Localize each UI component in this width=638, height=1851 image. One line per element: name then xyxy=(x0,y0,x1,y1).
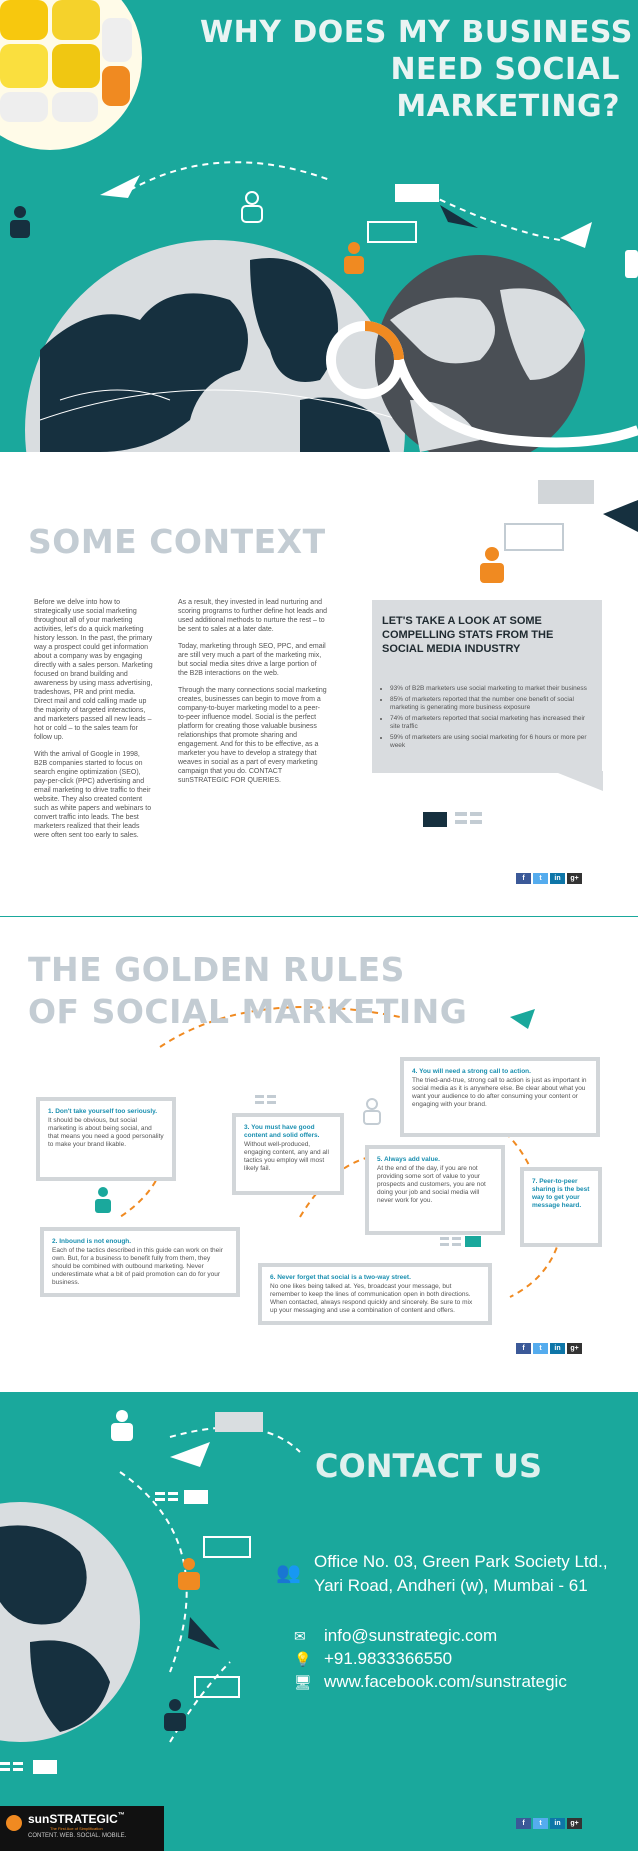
logo-subline: CONTENT. WEB. SOCIAL. MOBILE. xyxy=(28,1833,127,1839)
people-icon: 👥 xyxy=(276,1562,301,1584)
rule-card xyxy=(232,1113,344,1195)
rule-text: Each of the tactics described in this guide can work on their own. But, for a business to benefit fully from them, they should be combined with outbound marketing. Never underestimate what a bit of paid promotion can do for your business. xyxy=(52,1247,223,1286)
person-outline-icon xyxy=(242,192,262,222)
monitor-icon: 🖥 xyxy=(294,1674,312,1690)
rules-social-links xyxy=(516,1343,582,1354)
twitter-icon[interactable]: t xyxy=(533,1343,548,1354)
stat-item: • 93% of B2B marketers use social marketing to market their business xyxy=(390,685,590,694)
person-teal-icon xyxy=(95,1187,111,1213)
rule-text: The tried-and-true, strong call to action is just as important in social media as it is anywhere else. Be clear about what you want your audience to do after consuming your content or engaging with your brand. xyxy=(412,1077,587,1108)
context-column-2 xyxy=(178,598,328,793)
rule-title: 6. Never forget that social is a two-way street. xyxy=(270,1274,411,1281)
googleplus-icon[interactable]: g+ xyxy=(567,873,582,884)
stat-item: • 59% of marketers are using social marketing for 6 hours or more per week xyxy=(390,734,590,751)
rules-heading-line-1: THE GOLDEN RULES xyxy=(28,950,405,989)
stat-item: • 85% of marketers reported that the number one benefit of social marketing is generating more business exposure xyxy=(390,696,590,713)
context-paragraph: Today, marketing through SEO, PPC, and email are still very much a part of the marketing mix, but social media sites drive a large portion of the B2B interactions on the web. xyxy=(178,643,326,677)
rule-text: At the end of the day, if you are not providing some sort of value to your prospects and customers, you are not doing your job and social media will never work for you. xyxy=(377,1165,486,1204)
person-white-icon xyxy=(111,1410,133,1441)
bird-navy-icon xyxy=(440,205,478,228)
context-paragraph: As a result, they invested in lead nurturing and scoring programs to further define hot leads and used additional methods to nurture the rest – to be sent to sales at a later date. xyxy=(178,599,328,633)
context-section xyxy=(0,452,638,917)
rule-text: No one likes being talked at. Yes, broadcast your message, but remember to keep the lines of communication open in both directions. When contacted, always respond quickly and sincerely. Be sure to mix up your messaging and use a combination of content and offers. xyxy=(270,1283,473,1314)
globe-right xyxy=(375,255,585,452)
email-link[interactable]: info@sunstrategic.com xyxy=(324,1626,498,1645)
logo-name: sunSTRATEGIC xyxy=(28,1812,118,1826)
tile-cube-graphic xyxy=(0,0,142,150)
bird-navy-icon xyxy=(188,1617,220,1650)
stat-item: • 74% of marketers reported that social marketing has increased their site traffic xyxy=(390,715,590,732)
lightbulb-icon: 💡 xyxy=(294,1651,312,1667)
googleplus-icon[interactable]: g+ xyxy=(567,1343,582,1354)
facebook-icon[interactable]: f xyxy=(516,1818,531,1829)
website-link[interactable]: www.facebook.com/sunstrategic xyxy=(324,1672,567,1691)
contact-heading: CONTACT US xyxy=(315,1447,543,1485)
twitter-icon[interactable]: t xyxy=(533,873,548,884)
rule-title: 1. Don't take yourself too seriously. xyxy=(48,1108,158,1115)
logo-trademark: ™ xyxy=(117,1812,125,1819)
rule-card xyxy=(365,1145,505,1235)
rule-card xyxy=(520,1167,602,1247)
context-paragraph: Through the many connections social marketing creates, businesses can begin to move from a company-to-buyer marketing model to a peer-to-peer influence model. Social is the perfect platform for creating those valuable business relationships that promote sharing and engagement. And for this to be effective, as a marketer you have to develop a strategy that weaves in social as a part of every marketing campaign that you do. CONTACT sunSTRATEGIC FOR QUERIES. xyxy=(178,687,327,784)
rule-title: 5. Always add value. xyxy=(377,1156,440,1163)
facebook-icon[interactable]: f xyxy=(516,873,531,884)
context-social-links xyxy=(516,873,582,884)
rule-title: 2. Inbound is not enough. xyxy=(52,1238,132,1245)
globe-contact xyxy=(0,1502,140,1742)
hero-section xyxy=(0,0,638,452)
person-orange-icon xyxy=(178,1558,200,1590)
bird-white-icon xyxy=(170,1442,210,1467)
context-heading: SOME CONTEXT xyxy=(28,522,326,561)
rule-text: It should be obvious, but social marketing is about being social, and that means you need a good personality to make your brand likable. xyxy=(48,1117,164,1148)
phone-link[interactable]: +91.9833366550 xyxy=(324,1649,453,1668)
address-line-2: Yari Road, Andheri (w), Mumbai - 61 xyxy=(314,1576,588,1595)
linkedin-icon[interactable]: in xyxy=(550,1818,565,1829)
rule-card xyxy=(36,1097,176,1181)
twitter-icon[interactable]: t xyxy=(533,1818,548,1829)
context-column-1 xyxy=(34,598,154,848)
rule-title: 4. You will need a strong call to action. xyxy=(412,1068,531,1075)
contact-section xyxy=(0,1392,638,1851)
rules-heading xyxy=(28,949,467,1033)
logo-sun-icon xyxy=(6,1815,22,1831)
hero-title-line-1: WHY DOES MY BUSINESS xyxy=(200,15,633,50)
logo-wordmark xyxy=(28,1812,125,1826)
stats-box xyxy=(372,600,602,773)
hero-title-line-2: NEED SOCIAL xyxy=(390,52,620,87)
logo-tagline: The First Ace of Simplification xyxy=(50,1826,103,1831)
stats-list xyxy=(382,685,590,753)
linkedin-icon[interactable]: in xyxy=(550,1343,565,1354)
rule-title: 7. Peer-to-peer sharing is the best way to get your message heard. xyxy=(532,1178,590,1209)
rule-title: 3. You must have good content and solid offers. xyxy=(244,1124,320,1139)
context-paragraph: Before we delve into how to strategically use social marketing throughout all of your marketing activities, let's do a quick marketing history lesson. In the past, the primary way a prospect could get information about a company was by engaging directly with a sales person. Marketing focused on brand building and awareness by using mass advertising, tradeshows, PR and print media. Direct mail and cold calling made up the majority of targeted interactions, and marketers passed all new leads – hot or cold – to the sales team for follow up. xyxy=(34,599,153,741)
hero-title-line-3: MARKETING? xyxy=(396,89,620,124)
person-navy-icon xyxy=(164,1699,186,1731)
person-navy-icon xyxy=(10,206,30,238)
rule-card xyxy=(400,1057,600,1137)
stats-title: LET'S TAKE A LOOK AT SOME COMPELLING STATS FROM THE SOCIAL MEDIA INDUSTRY xyxy=(382,615,554,655)
person-orange-icon xyxy=(344,242,364,274)
rule-card xyxy=(40,1227,240,1297)
rules-heading-line-2: OF SOCIAL MARKETING xyxy=(28,992,468,1031)
contact-social-links xyxy=(516,1818,582,1829)
googleplus-icon[interactable]: g+ xyxy=(567,1818,582,1829)
hero-title xyxy=(200,14,633,125)
linkedin-icon[interactable]: in xyxy=(550,873,565,884)
context-paragraph: With the arrival of Google in 1998, B2B companies started to focus on search engine optimization (SEO), pay-per-click (PPC) advertising and email marketing to drive traffic to their website. They also created content such as white papers and webinars to convert traffic into leads. The best marketers realized that their leads were often sent too early to sales. xyxy=(34,751,152,839)
email-icon: ✉ xyxy=(294,1628,306,1644)
rule-card xyxy=(258,1263,492,1325)
facebook-icon[interactable]: f xyxy=(516,1343,531,1354)
company-logo xyxy=(0,1806,164,1851)
speech-bubble-icon xyxy=(395,184,439,202)
bird-white-icon xyxy=(100,175,140,198)
address-line-1: Office No. 03, Green Park Society Ltd., xyxy=(314,1552,608,1571)
rules-section xyxy=(0,917,638,1392)
rule-text: Without well-produced, engaging content, any and all tactics you employ will most likely fail. xyxy=(244,1141,329,1172)
